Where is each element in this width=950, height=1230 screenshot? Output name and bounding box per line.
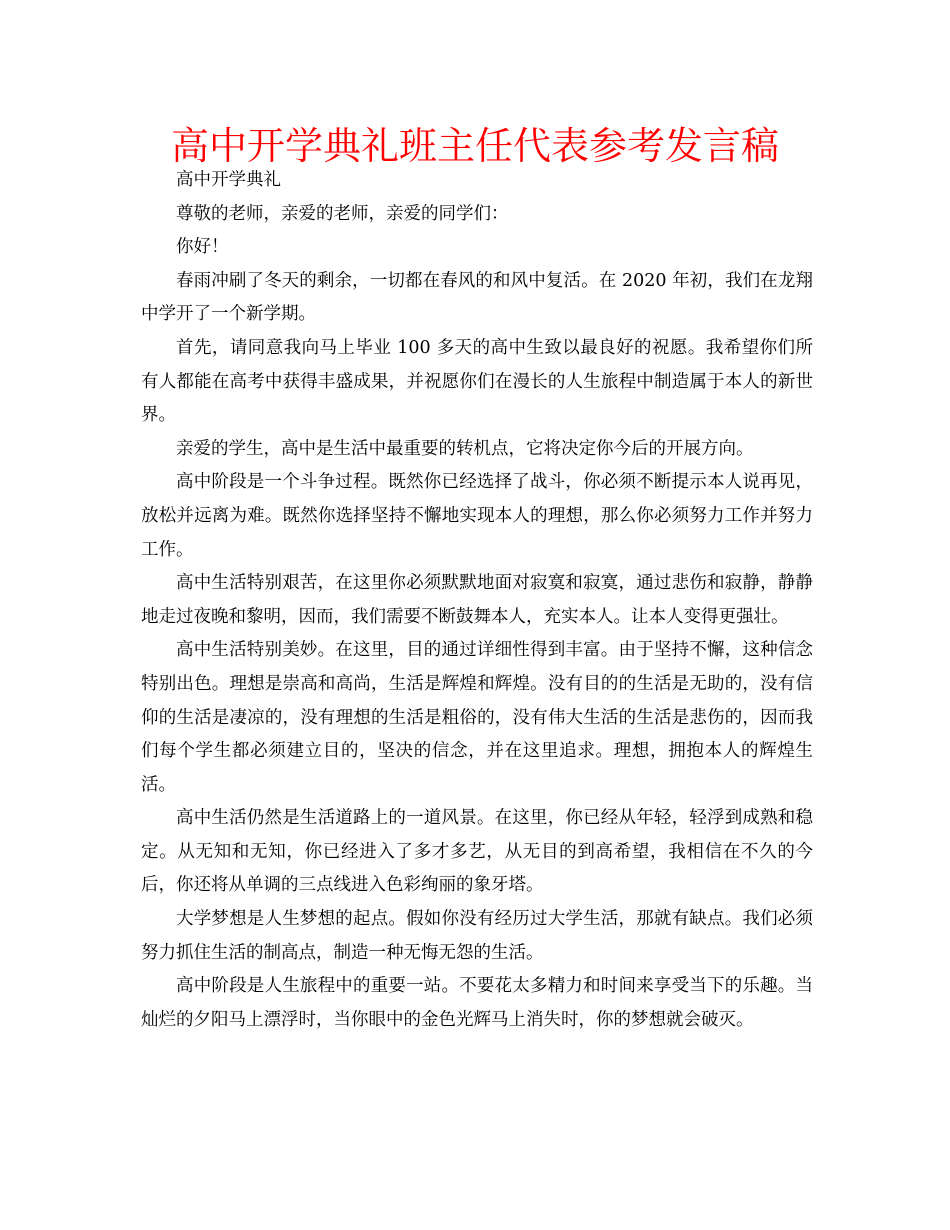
paragraph: 尊敬的老师，亲爱的老师，亲爱的同学们： [176, 203, 509, 224]
paragraph: 大学梦想是人生梦想的起点。假如你没有经历过大学生活，那就有缺点。我们必须努力抓住生活的制高点，制造一种无悔无怨的生活。 [141, 909, 813, 963]
document-title: 高中开学典礼班主任代表参考发言稿 [170, 124, 779, 168]
document-body [141, 164, 813, 1037]
paragraph: 春雨冲刷了冬天的剩余，一切都在春风的和风中复活。在 2020 年初，我们在龙翔中学开了一个新学期。 [141, 270, 813, 325]
paragraph: 高中阶段是人生旅程中的重要一站。不要花太多精力和时间来享受当下的乐趣。当灿烂的夕阳马上漂浮时，当你眼中的金色光辉马上消失时，你的梦想就会破灭。 [141, 976, 813, 1030]
paragraph: 高中生活仍然是生活道路上的一道风景。在这里，你已经从年轻，轻浮到成熟和稳定。从无知和无知，你已经进入了多才多艺，从无目的到高希望，我相信在不久的今后，你还将从单调的三点线进入色彩绚丽的象牙塔。 [141, 808, 813, 896]
paragraph: 首先，请同意我向马上毕业 100 多天的高中生致以最良好的祝愿。我希望你们所有人都能在高考中获得丰盛成果，并祝愿你们在漫长的人生旅程中制造属于本人的新世界。 [141, 337, 813, 426]
paragraph: 亲爱的学生，高中是生活中最重要的转机点，它将决定你今后的开展方向。 [176, 438, 754, 459]
paragraph: 高中阶段是一个斗争过程。既然你已经选择了战斗，你必须不断提示本人说再见，放松并远离为难。既然你选择坚持不懈地实现本人的理想，那么你必须努力工作并努力工作。 [141, 472, 813, 560]
paragraph: 你好！ [176, 237, 229, 258]
paragraph: 高中开学典礼 [176, 170, 281, 190]
paragraph: 高中生活特别艰苦，在这里你必须默默地面对寂寞和寂寞，通过悲伤和寂静，静静地走过夜晚和黎明，因而，我们需要不断鼓舞本人，充实本人。让本人变得更强壮。 [141, 573, 813, 627]
paragraph: 高中生活特别美妙。在这里，目的通过详细性得到丰富。由于坚持不懈，这种信念特别出色。理想是崇高和高尚，生活是辉煌和辉煌。没有目的的生活是无助的，没有信仰的生活是凄凉的，没有理想的生活是粗俗的，没有伟大生活的生活是悲伤的，因而我们每个学生都必须建立目的，坚决的信念，并在这里追求。理想，拥抱本人的辉煌生活。 [141, 640, 813, 795]
